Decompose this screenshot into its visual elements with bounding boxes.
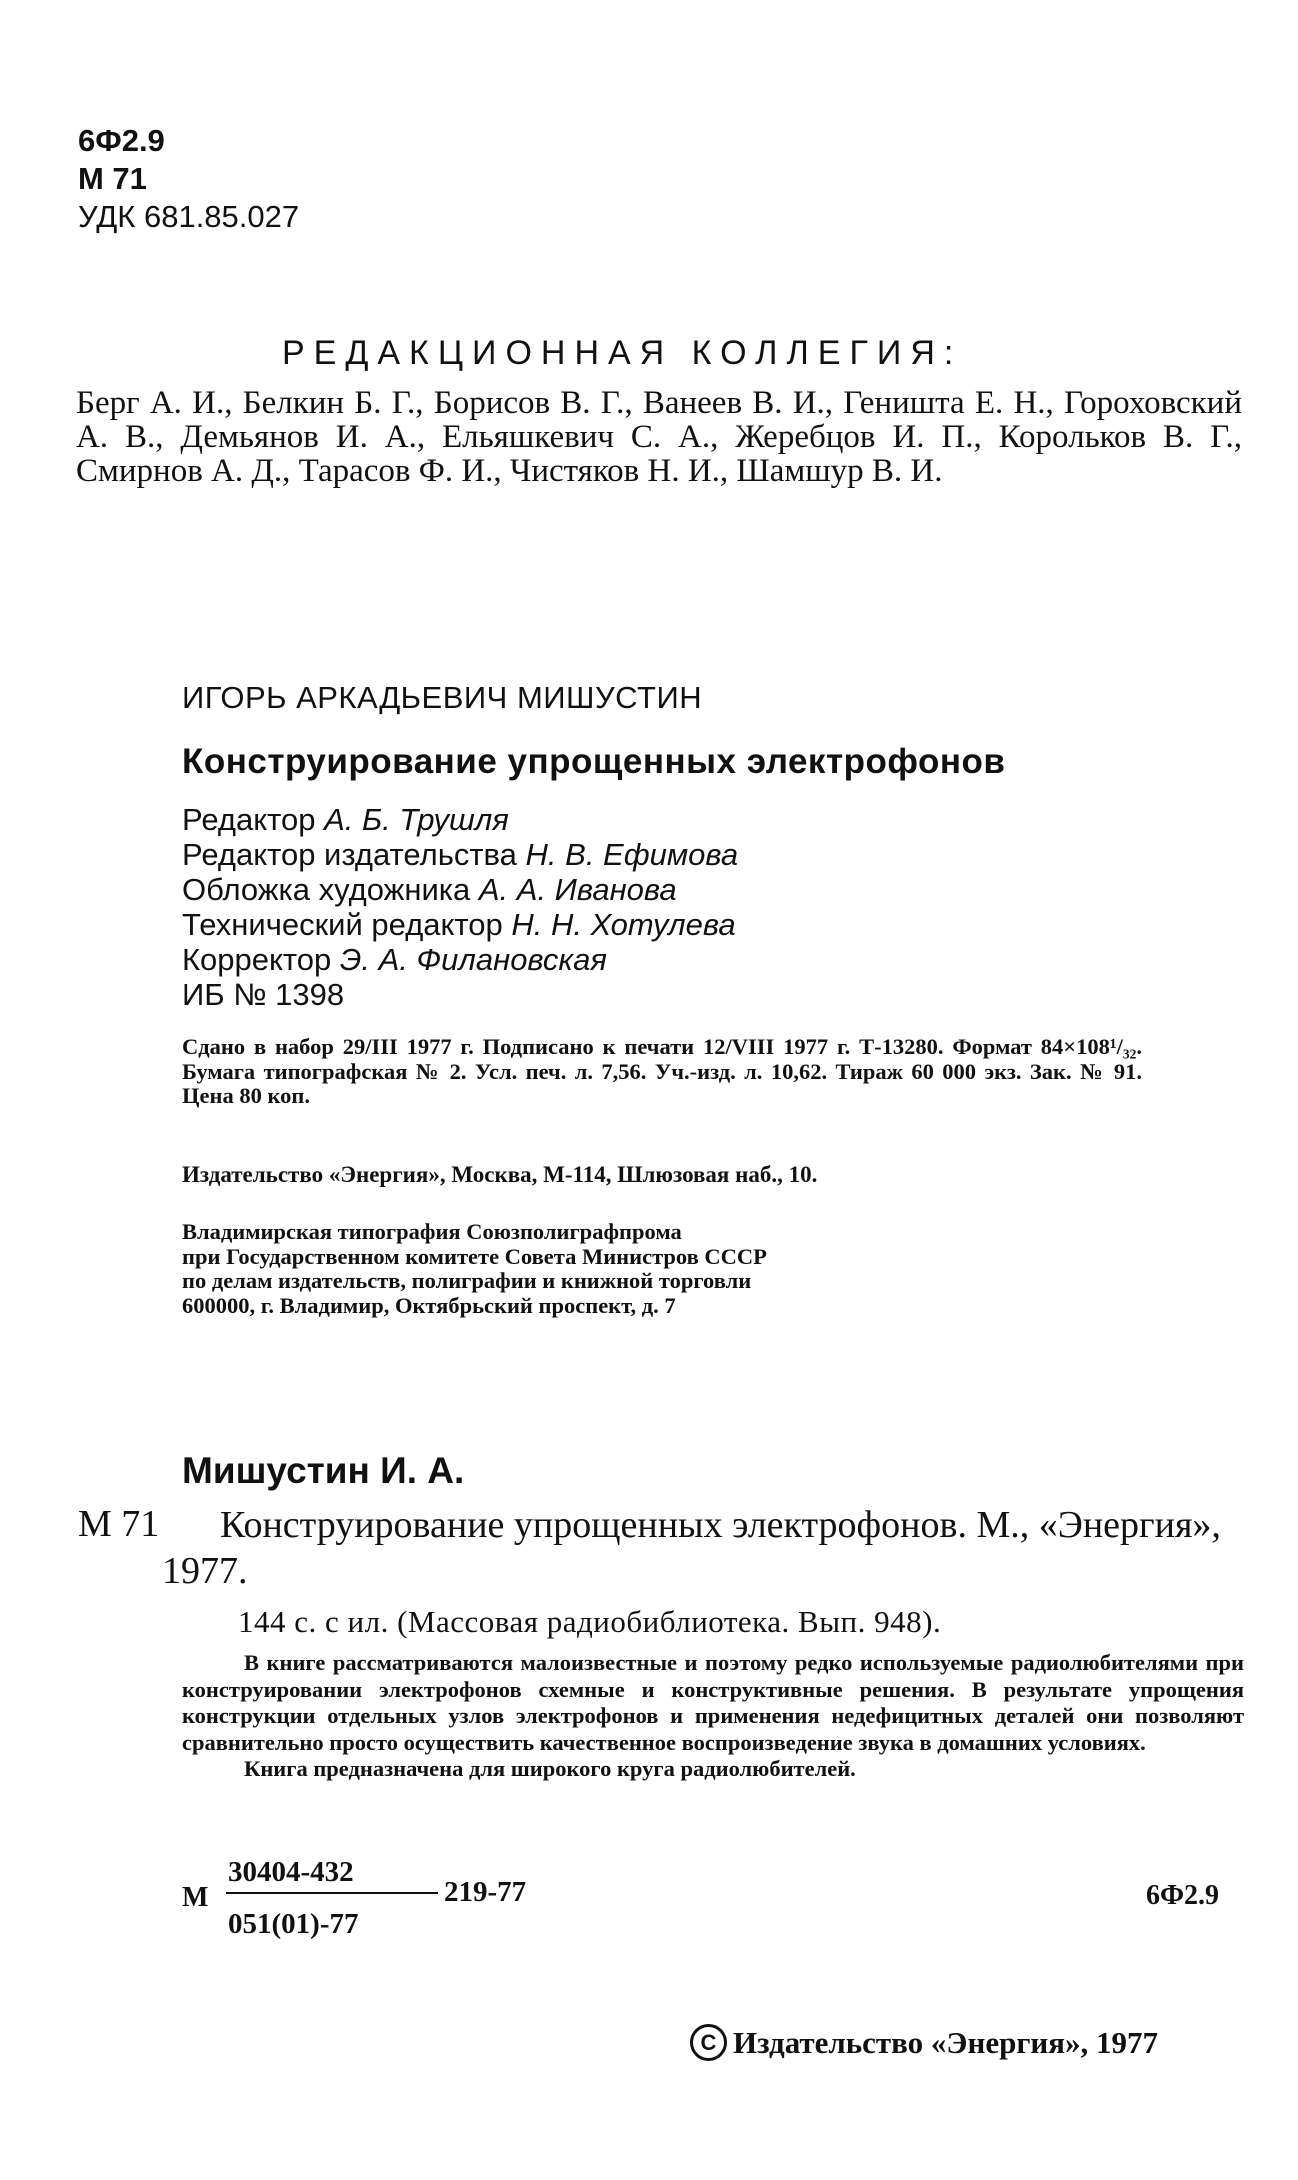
credit-proofreader: Корректор Э. А. Филановская (182, 942, 607, 977)
printing-house: Владимирская типография Союзполиграфпрома при Государственном комитете Совета Министров СССР по делам издательств, полиграфии и книжной торговли 600000, г. Владимир, Октябрьский проспект, д. 7 (182, 1219, 767, 1318)
copyright-text: Издательство «Энергия», 1977 (733, 2024, 1159, 2060)
author-mark: М 71 (78, 161, 147, 196)
editorial-board-title: РЕДАКЦИОННАЯ КОЛЛЕГИЯ: (282, 334, 963, 372)
index-letter: М (182, 1882, 209, 1913)
book-author: ИГОРЬ АРКАДЬЕВИЧ МИШУСТИН (182, 680, 703, 715)
card-abstract (182, 1650, 1244, 1783)
credits-list (182, 802, 738, 1012)
book-title: Конструирование упрощенных электрофонов (182, 742, 1006, 781)
credit-ib-number: ИБ № 1398 (182, 977, 345, 1012)
catalog-codes (78, 122, 299, 236)
abstract-paragraph: В книге рассматриваются малоизвестные и поэтому редко используемые радиолюбителями при конструировании электрофонов схемные и конструктивные решения. В результате упрощения конструкции отдельных узлов электрофонов и применения недефицитных деталей они позволяют сравнительно просто осуществить качественное воспроизведение звука в домашних условиях. (182, 1650, 1244, 1755)
index-suffix: 219-77 (444, 1876, 527, 1908)
print-details: Сдано в набор 29/III 1977 г. Подписано к печати 12/VIII 1977 г. Т-13280. Формат 84×108¹/₃₂. Бумага типографская № 2. Усл. печ. л. 7,56. Уч.-изд. л. 10,62. Тираж 60 000 экз. Зак. № 91. Цена 80 коп. (182, 1034, 1142, 1108)
classification-code: 6Ф2.9 (1146, 1880, 1220, 1911)
index-denominator: 051(01)-77 (228, 1908, 359, 1940)
fraction-line (226, 1892, 438, 1894)
card-code: М 71 (78, 1503, 160, 1545)
index-numerator: 30404-432 (228, 1856, 354, 1888)
credit-publishing-editor: Редактор издательства Н. В. Ефимова (182, 837, 739, 872)
card-pages: 144 с. с ил. (Массовая радиобиблиотека. Вып. 948). (238, 1604, 942, 1639)
card-author: Мишустин И. А. (182, 1450, 465, 1491)
copyright-line (690, 2024, 1158, 2061)
bbk-code: 6Ф2.9 (78, 123, 165, 158)
credit-cover-artist: Обложка художника А. А. Иванова (182, 872, 677, 907)
publisher-address: Издательство «Энергия», Москва, М-114, Шлюзовая наб., 10. (182, 1162, 818, 1187)
editorial-board-names: Берг А. И., Белкин Б. Г., Борисов В. Г., Ванеев В. И., Геништа Е. Н., Гороховский А. В., Демьянов И. А., Ельяшкевич С. А., Жеребцов И. П., Корольков В. Г., Смирнов А. Д., Тарасов Ф. И., Чистяков Н. И., Шамшур В. И. (76, 385, 1242, 489)
abstract-paragraph: Книга предназначена для широкого круга радиолюбителей. (244, 1756, 856, 1781)
copyright-icon: С (690, 2024, 727, 2061)
credit-technical-editor: Технический редактор Н. Н. Хотулева (182, 907, 736, 942)
card-title: Конструирование упрощенных электрофонов. М., «Энергия», 1977. (162, 1504, 1221, 1592)
udc-code: УДК 681.85.027 (78, 199, 300, 234)
credit-editor: Редактор А. Б. Трушля (182, 802, 509, 837)
